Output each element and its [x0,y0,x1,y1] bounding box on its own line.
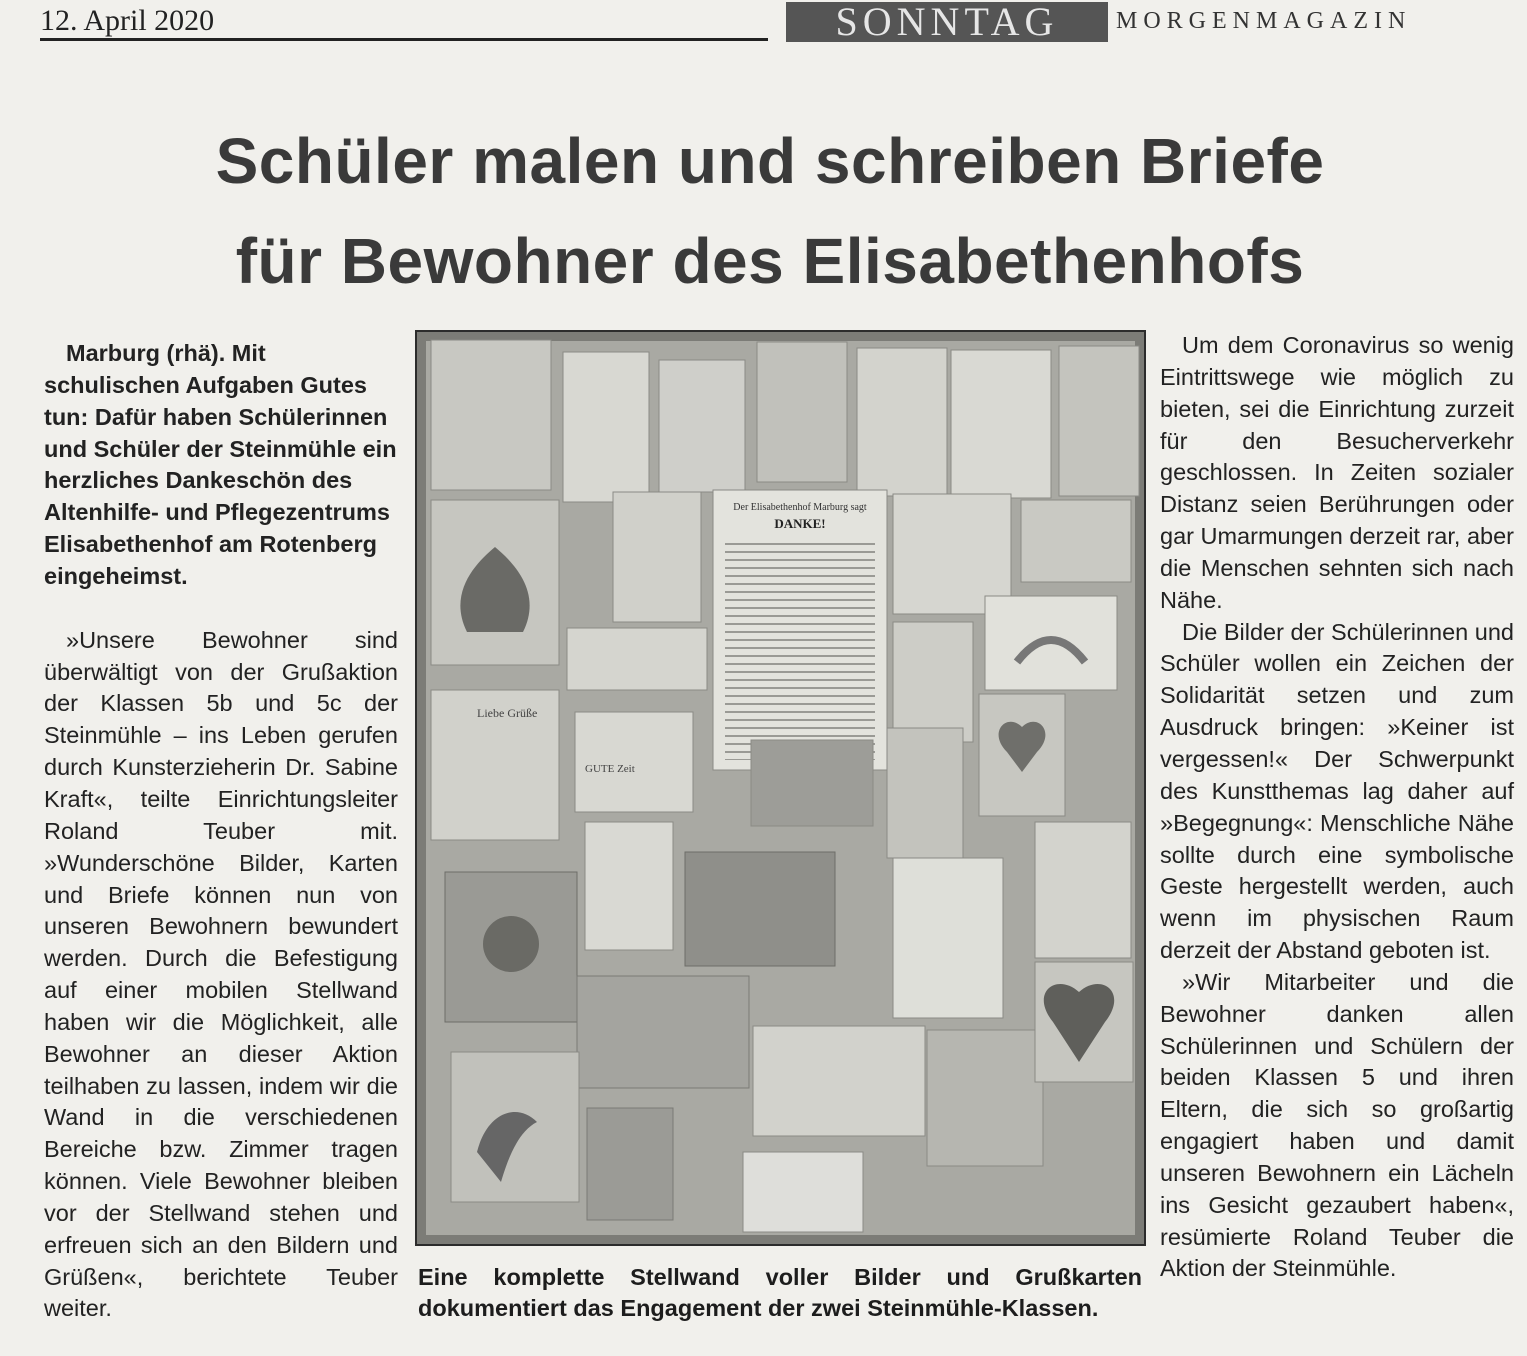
card-time-text: GUTE Zeit [585,763,635,775]
article-lead: Marburg (rhä). Mit schulischen Aufgaben Gutes tun: Dafür haben Schülerinnen und Schüler der Steinmühle ein herzliches Dankeschön des Altenhilfe- und Pflegezentrums Elisabethenhof am Rotenberg eingeheimst. [44,340,397,589]
headline-line-2: für Bewohner des Elisabethenhofs [235,224,1305,297]
left-body-paragraph: »Unsere Bewohner sind überwältigt von der Grußaktion der Klassen 5b und 5c der Steinmühle – ins Leben gerufen durch Kunsterzieherin Dr. Sabine Kraft«, teilte Einrichtungsleiter Roland Teuber mit. »Wunderschöne Bilder, Karten und Briefe können nun von unseren Bewohnern bewundert werden. Durch die Befestigung auf einer mobilen Stellwand haben wir die Möglichkeit, alle Bewohner an dieser Aktion teilhaben zu lassen, indem wir die Wand in die verschiedenen Bereiche bzw. Zimmer tragen können. Viele Bewohner bleiben vor der Stellwand stehen und erfreuen sich an den Bildern und Grüßen«, berichtete Teuber weiter. [44,626,398,1322]
issue-date: 12. April 2020 [40,4,215,37]
masthead-subtitle: MORGENMAGAZIN [1116,8,1412,34]
photo-caption: Eine komplette Stellwand voller Bilder und Grußkarten dokumentiert das Engagement der zwei Steinmühle-Klassen. [418,1264,1142,1321]
header-rule [40,38,768,41]
letter-header-text: Der Elisabethenhof Marburg sagt [733,502,867,513]
right-paragraph-2: Die Bilder der Schülerinnen und Schüler wollen ein Zeichen der Solidarität setzen und zum Ausdruck bringen: »Keiner ist vergessen!« Der Schwerpunkt des Kunstthemas lag daher auf »Begegnung«: Menschliche Nähe sollte durch eine symbolische Geste hergestellt werden, auch wenn im physischen Raum derzeit der Abstand geboten ist. [1160,618,1514,964]
masthead-logo [786,2,1108,42]
article-photo [415,330,1146,1246]
card-greeting-text: Liebe Grüße [477,706,538,720]
masthead-title: SONNTAG [835,0,1059,44]
letter-title-text: DANKE! [774,516,826,531]
right-paragraph-3: »Wir Mitarbeiter und die Bewohner danken allen Schülerinnen und Schülern der beiden Klassen 5 und ihren Eltern, die sich so großartig engagiert haben und damit unseren Bewohnern ein Lächeln ins Gesicht gezaubert haben«, resümierte Roland Teuber die Aktion der Steinmühle. [1160,968,1514,1282]
headline-line-1: Schüler malen und schreiben Briefe [215,125,1325,197]
right-paragraph-1: Um dem Coronavirus so wenig Eintrittswege wie möglich zu bieten, sei die Einrichtung zurzeit für den Besucherverkehr geschlossen. In Zeiten sozialer Distanz seien Berührungen oder gar Umarmungen derzeit rar, aber die Menschen sehnten sich nach Nähe. [1160,332,1514,613]
right-column [1160,330,1514,1285]
pinboard-illustration [417,332,1144,1244]
article-headline [60,112,1480,312]
left-column [44,338,398,1325]
